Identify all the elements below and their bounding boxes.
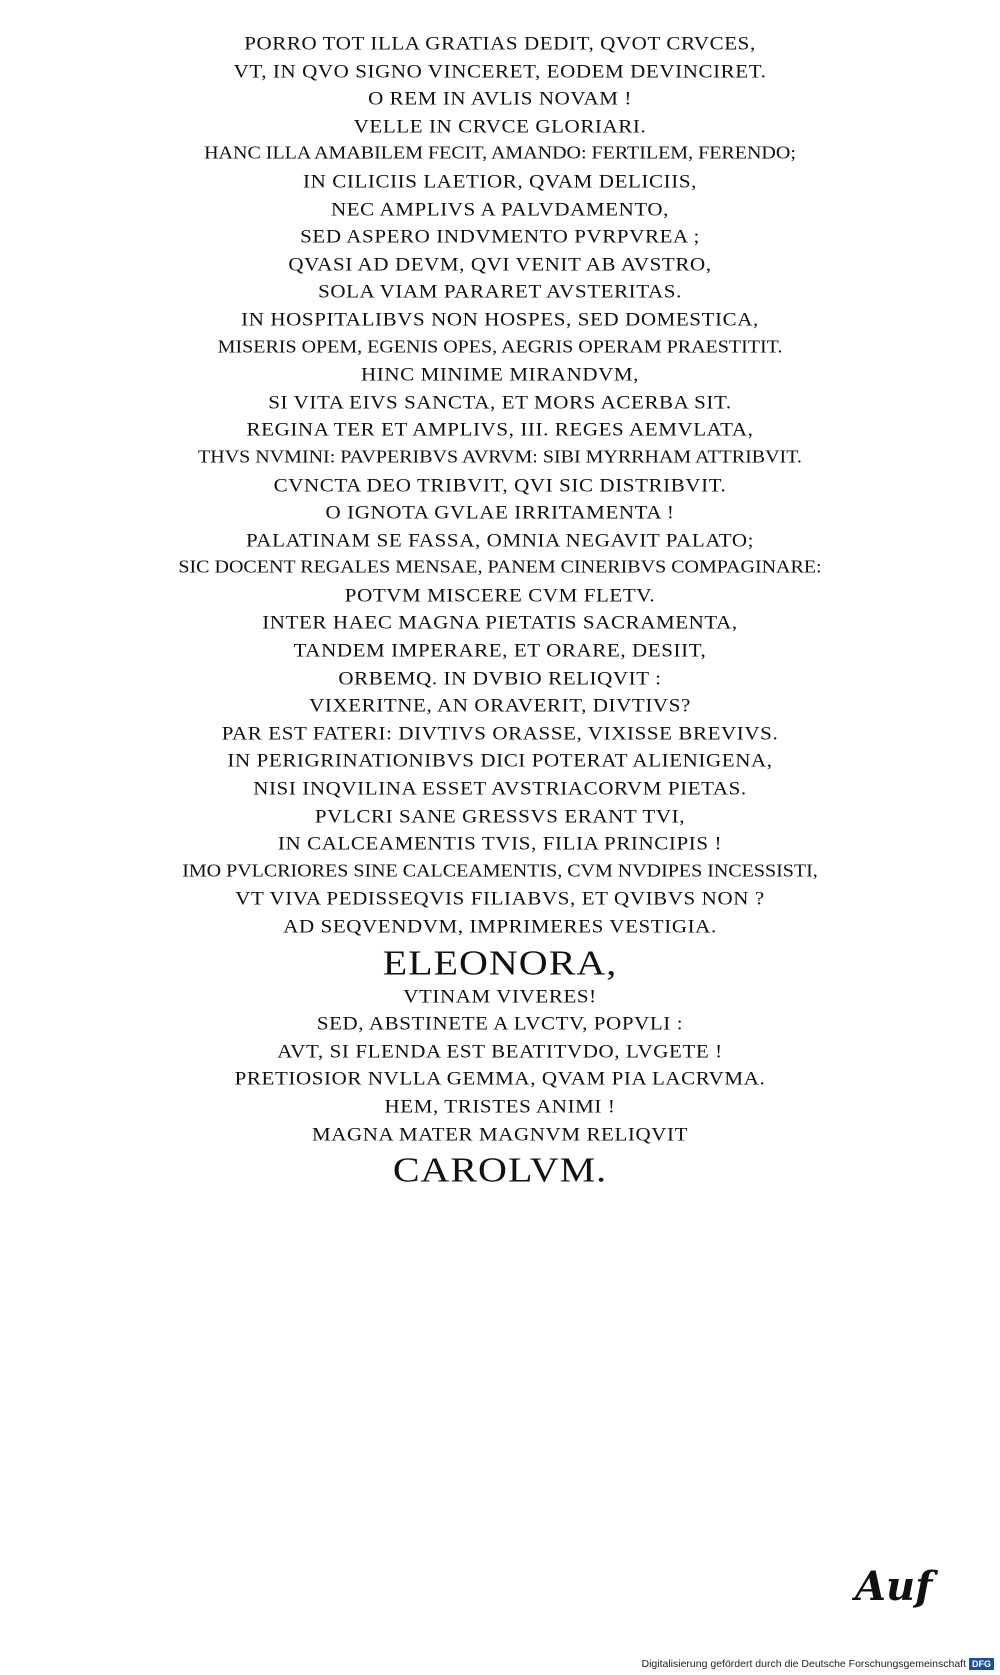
text-line: VELLE IN CRVCE GLORIARI. xyxy=(353,114,647,137)
closing-line: VTINAM VIVERES! xyxy=(403,984,597,1007)
dfg-logo: DFG xyxy=(969,1658,994,1670)
text-line: O IGNOTA GVLAE IRRITAMENTA ! xyxy=(325,501,675,524)
text-line: PALATINAM SE FASSA, OMNIA NEGAVIT PALATO; xyxy=(245,528,755,551)
text-line: PVLCRI SANE GRESSVS ERANT TVI, xyxy=(314,804,686,827)
text-line: SI VITA EIVS SANCTA, ET MORS ACERBA SIT. xyxy=(268,390,732,413)
catchword: Auf xyxy=(855,1563,933,1610)
text-line: IN HOSPITALIBVS NON HOSPES, SED DOMESTICA, xyxy=(241,307,759,331)
text-line: VT VIVA PEDISSEQVIS FILIABVS, ET QVIBVS NON ? xyxy=(235,887,765,910)
text-line: IMO PVLCRIORES SINE CALCEAMENTIS, CVM NVDIPES INCESSISTI, xyxy=(182,860,818,881)
text-line: VT, IN QVO SIGNO VINCERET, EODEM DEVINCIRET. xyxy=(233,59,767,82)
text-line: SOLA VIAM PARARET AVSTERITAS. xyxy=(318,280,682,303)
digitization-footer xyxy=(641,1657,994,1671)
text-line: HINC MINIME MIRANDVM, xyxy=(360,363,639,386)
text-line: SED ASPERO INDVMENTO PVRPVREA ; xyxy=(300,225,700,248)
text-line: HANC ILLA AMABILEM FECIT, AMANDO: FERTILEM, FERENDO; xyxy=(204,143,796,164)
closing-line: SED, ABSTINETE A LVCTV, POPVLI : xyxy=(316,1012,684,1035)
main-text-block xyxy=(40,30,960,1192)
text-line: THVS NVMINI: PAVPERIBVS AVRVM: SIBI MYRRHAM ATTRIBVIT. xyxy=(198,446,802,468)
closing-line: PRETIOSIOR NVLLA GEMMA, QVAM PIA LACRVMA. xyxy=(234,1067,766,1090)
text-line: IN PERIGRINATIONIBVS DICI POTERAT ALIENIGENA, xyxy=(227,749,773,772)
text-line: VIXERITNE, AN ORAVERIT, DIVTIVS? xyxy=(309,694,691,717)
closing-line: AVT, SI FLENDA EST BEATITVDO, LVGETE ! xyxy=(277,1039,723,1062)
text-line: MISERIS OPEM, EGENIS OPES, AEGRIS OPERAM PRAESTITIT. xyxy=(217,336,783,357)
text-line: QVASI AD DEVM, QVI VENIT AB AVSTRO, xyxy=(288,252,712,275)
footer-text: Digitalisierung gefördert durch die Deutsche Forschungsgemeinschaft xyxy=(641,1658,966,1670)
text-line: CVNCTA DEO TRIBVIT, QVI SIC DISTRIBVIT. xyxy=(273,473,727,496)
text-line: AD SEQVENDVM, IMPRIMERES VESTIGIA. xyxy=(283,915,717,938)
closing-line: MAGNA MATER MAGNVM RELIQVIT xyxy=(311,1122,689,1145)
text-line: PORRO TOT ILLA GRATIAS DEDIT, QVOT CRVCES, xyxy=(244,32,756,55)
text-line: IN CILICIIS LAETIOR, QVAM DELICIIS, xyxy=(303,169,697,193)
final-name: CAROLVM. xyxy=(392,1149,608,1190)
text-line: NISI INQVILINA ESSET AVSTRIACORVM PIETAS. xyxy=(253,777,747,800)
text-line: INTER HAEC MAGNA PIETATIS SACRAMENTA, xyxy=(262,611,738,634)
text-line: PAR EST FATERI: DIVTIVS ORASSE, VIXISSE BREVIVS. xyxy=(221,721,779,744)
closing-line: HEM, TRISTES ANIMI ! xyxy=(384,1094,616,1118)
text-line: ORBEMQ. IN DVBIO RELIQVIT : xyxy=(338,666,662,689)
text-line: NEC AMPLIVS A PALVDAMENTO, xyxy=(330,197,670,220)
text-line: O REM IN AVLIS NOVAM ! xyxy=(368,87,632,110)
text-line: REGINA TER ET AMPLIVS, III. REGES AEMVLATA, xyxy=(246,418,754,441)
text-line: TANDEM IMPERARE, ET ORARE, DESIIT, xyxy=(293,639,707,662)
name-heading: ELEONORA, xyxy=(382,942,618,982)
text-line: SIC DOCENT REGALES MENSAE, PANEM CINERIBVS COMPAGINARE: xyxy=(178,557,822,578)
text-line: POTVM MISCERE CVM FLETV. xyxy=(344,583,656,606)
text-line: IN CALCEAMENTIS TVIS, FILIA PRINCIPIS ! xyxy=(277,832,723,855)
